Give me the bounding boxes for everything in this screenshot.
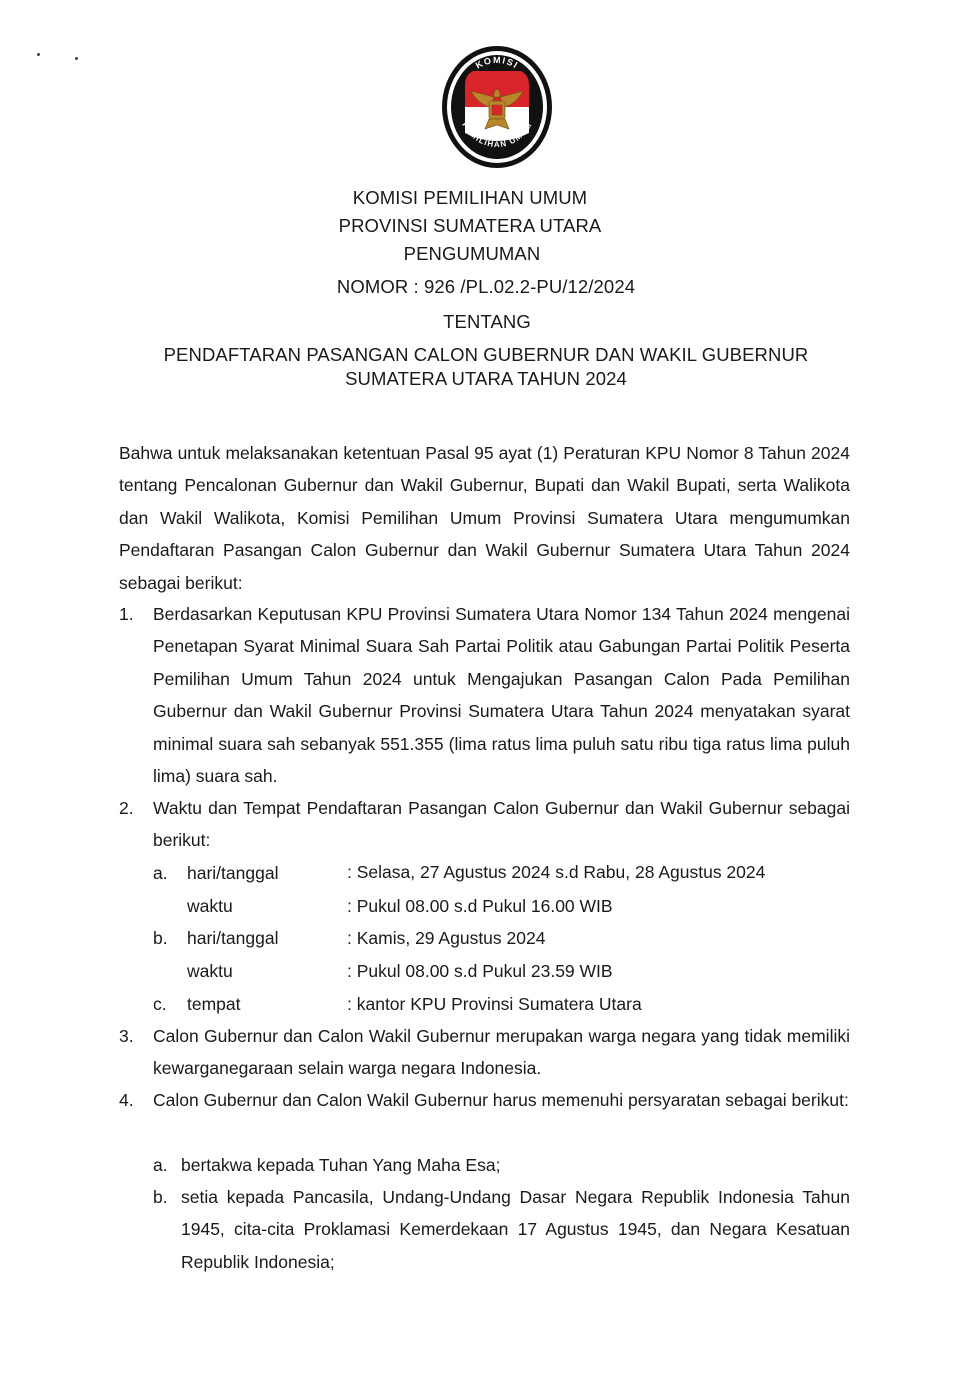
list-item-text: Waktu dan Tempat Pendaftaran Pasangan Calon Gubernur dan Wakil Gubernur sebagai berikut: (153, 798, 850, 851)
requirement-item (153, 1149, 850, 1181)
header-number: NOMOR : 926 /PL.02.2-PU/12/2024 (336, 276, 636, 297)
list-item-text: Calon Gubernur dan Calon Wakil Gubernur merupakan warga negara yang tidak memiliki kewarganegaraan selain warga negara Indonesia. (153, 1026, 850, 1079)
list-item-number: 2. (119, 798, 134, 818)
requirement-letter: a. (153, 1155, 168, 1175)
list-item-text: Calon Gubernur dan Calon Wakil Gubernur harus memenuhi persyaratan sebagai berikut: (153, 1090, 849, 1110)
list-item (119, 598, 850, 792)
list-item (119, 1084, 850, 1116)
scan-speck (75, 57, 78, 60)
schedule-label: hari/tanggal (187, 928, 279, 948)
schedule-label: tempat (187, 994, 241, 1014)
requirement-text: setia kepada Pancasila, Undang-Undang Dasar Negara Republik Indonesia Tahun 1945, cita-cita Proklamasi Kemerdekaan 17 Agustus 1945, dan Negara Kesatuan Republik Indonesia; (181, 1187, 850, 1272)
list-item-number: 4. (119, 1090, 134, 1110)
schedule-value: : Pukul 08.00 s.d Pukul 23.59 WIB (347, 961, 613, 981)
schedule-letter: b. (153, 928, 168, 948)
list-item-number: 1. (119, 604, 134, 624)
schedule-letter: a. (153, 863, 168, 883)
header-tentang: TENTANG (443, 311, 531, 332)
requirement-letter: b. (153, 1187, 168, 1207)
schedule-letter: c. (153, 994, 167, 1014)
scan-speck (37, 53, 40, 56)
header-subject-line2: SUMATERA UTARA TAHUN 2024 (345, 368, 627, 389)
requirement-item (153, 1181, 850, 1278)
logo-top-text: KOMISI (473, 54, 521, 71)
header-institution: KOMISI PEMILIHAN UMUM (352, 187, 588, 208)
list-item (119, 792, 850, 857)
schedule-value: : Kamis, 29 Agustus 2024 (347, 928, 546, 948)
schedule-label: waktu (187, 961, 233, 981)
list-item (119, 1020, 850, 1085)
schedule-value: : Pukul 08.00 s.d Pukul 16.00 WIB (347, 896, 613, 916)
logo-bottom-text: PEMILIHAN UMUM (460, 120, 534, 150)
schedule-value: : Selasa, 27 Agustus 2024 s.d Rabu, 28 Agustus 2024 (347, 862, 766, 882)
header-subject-line1: PENDAFTARAN PASANGAN CALON GUBERNUR DAN WAKIL GUBERNUR (163, 344, 809, 365)
list-item-number: 3. (119, 1026, 134, 1046)
schedule-label: hari/tanggal (187, 863, 279, 883)
requirement-text: bertakwa kepada Tuhan Yang Maha Esa; (181, 1155, 501, 1175)
schedule-value: : kantor KPU Provinsi Sumatera Utara (347, 994, 642, 1014)
header-province: PROVINSI SUMATERA UTARA (338, 215, 602, 236)
kpu-logo (441, 45, 553, 169)
list-item-text: Berdasarkan Keputusan KPU Provinsi Sumatera Utara Nomor 134 Tahun 2024 mengenai Penetapan Syarat Minimal Suara Sah Partai Politik atau Gabungan Partai Politik Peserta Pemilihan Umum Tahun 2024 untuk Mengajukan Pasangan Calon Pada Pemilihan Gubernur dan Wakil Gubernur Provinsi Sumatera Utara Tahun 2024 menyatakan syarat minimal suara sah sebanyak 551.355 (lima ratus lima puluh satu ribu tiga ratus lima puluh lima) suara sah. (153, 604, 850, 787)
schedule-label: waktu (187, 896, 233, 916)
intro-paragraph: Bahwa untuk melaksanakan ketentuan Pasal 95 ayat (1) Peraturan KPU Nomor 8 Tahun 2024 tentang Pencalonan Gubernur dan Wakil Gubernur, Bupati dan Wakil Bupati, serta Walikota dan Wakil Walikota, Komisi Pemilihan Umum Provinsi Sumatera Utara mengumumkan Pendaftaran Pasangan Calon Gubernur dan Wakil Gubernur Sumatera Utara Tahun 2024 sebagai berikut: (119, 443, 850, 593)
header-announcement: PENGUMUMAN (403, 243, 541, 264)
